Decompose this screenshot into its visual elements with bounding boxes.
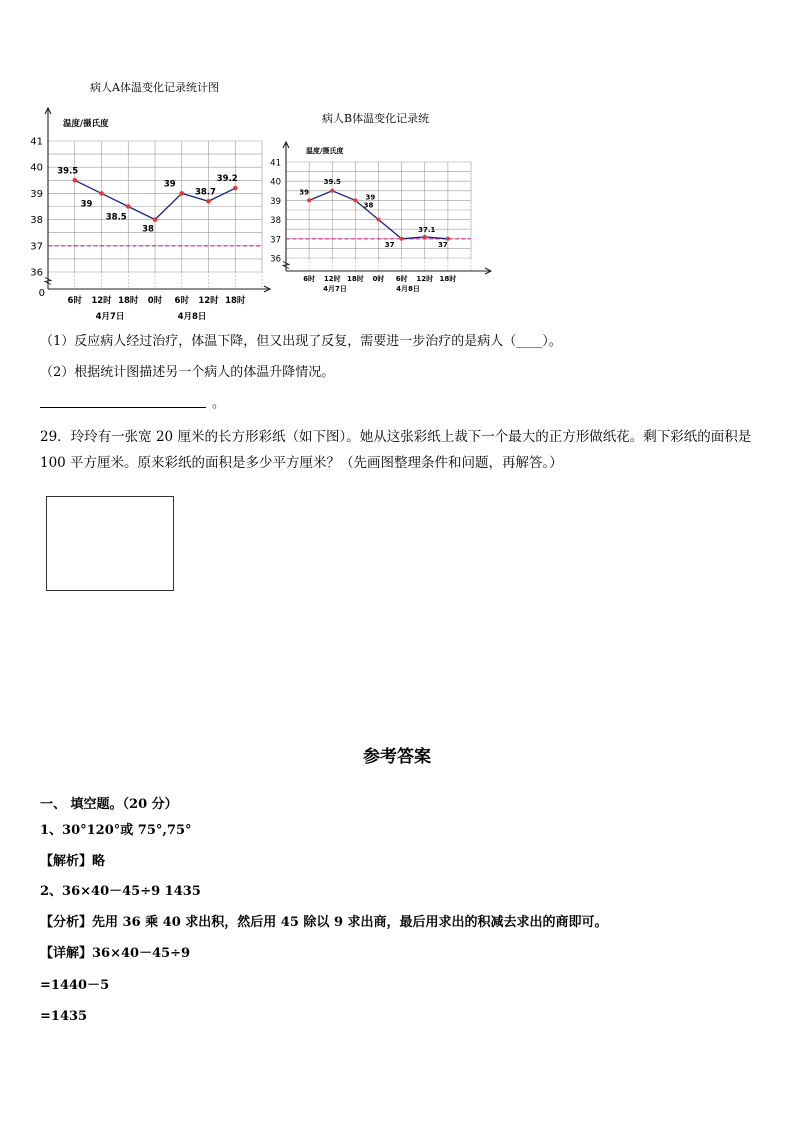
- undefined-x-tick: 18时: [439, 275, 457, 283]
- undefined-data-label: 38.5: [105, 212, 127, 223]
- answer-2-analysis: 【分析】先用 36 乘 40 求出积，然后用 45 除以 9 求出商，最后用求出的积减去求出的商即可。: [40, 915, 608, 930]
- undefined-date-label: 4月8日: [177, 312, 207, 322]
- question-1: [40, 333, 562, 351]
- undefined-y-tick: 40: [30, 162, 43, 174]
- question-2: （2）根据统计图描述另一个病人的体温升降情况。: [40, 365, 335, 380]
- undefined-data-label: 38: [363, 201, 374, 210]
- undefined-data-label: 39: [365, 193, 376, 202]
- undefined-date-label: 4月7日: [95, 312, 125, 322]
- undefined-y-tick: 39: [270, 196, 281, 207]
- undefined-x-tick: 6时: [174, 296, 189, 306]
- undefined-y-tick: 36: [30, 267, 43, 279]
- undefined-data-point: [377, 218, 381, 222]
- undefined-data-point: [330, 189, 334, 193]
- undefined-data-point: [400, 237, 404, 241]
- answer-2-detail: 【详解】36×40－45÷9: [40, 946, 191, 961]
- undefined-x-tick: 0时: [372, 275, 385, 283]
- undefined-data-point: [153, 217, 158, 222]
- undefined-x-tick: 12时: [198, 296, 219, 306]
- undefined-data-point: [99, 191, 104, 196]
- undefined-data-label: 39.5: [57, 166, 79, 177]
- undefined-origin-label: 0: [38, 288, 45, 299]
- undefined-data-point: [126, 204, 131, 209]
- undefined-y-tick: 37: [30, 241, 43, 253]
- undefined-y-axis-label: 温度/摄氏度: [306, 147, 344, 155]
- answer-2-step-2: =1435: [40, 1009, 88, 1024]
- question-1-end: ）。: [542, 334, 562, 349]
- undefined-date-label: 4月8日: [396, 285, 420, 293]
- undefined-y-tick: 38: [270, 216, 281, 227]
- undefined-x-tick: 6时: [67, 296, 82, 306]
- undefined-x-tick: 18时: [118, 296, 139, 306]
- undefined-x-tick: 6时: [303, 275, 316, 283]
- paper-rectangle: [46, 496, 174, 591]
- answer-line-end: 。: [212, 396, 226, 411]
- answer-1: 1、30°120°或 75°,75°: [40, 823, 192, 838]
- undefined-x-tick: 0时: [147, 296, 163, 306]
- undefined-data-point: [307, 198, 311, 202]
- undefined-data-label: 39.2: [216, 174, 238, 185]
- undefined-data-label: 39: [299, 188, 309, 197]
- undefined-x-tick: 12时: [416, 275, 434, 283]
- answer-2-step-1: =1440－5: [40, 978, 110, 993]
- undefined-y-tick: 39: [30, 188, 43, 200]
- chart-b-title: 病人B体温变化记录统: [322, 112, 430, 125]
- undefined-y-axis-label: 温度/摄氏度: [63, 119, 109, 129]
- undefined-data-label: 38: [142, 224, 154, 235]
- undefined-data-label: 37: [438, 240, 448, 249]
- answers-title: 参考答案: [363, 747, 431, 767]
- undefined-data-point: [72, 178, 77, 183]
- undefined-data-point: [353, 198, 357, 202]
- undefined-x-tick: 12时: [91, 296, 112, 306]
- undefined-data-label: 37.1: [418, 225, 436, 234]
- undefined-data-label: 39: [80, 199, 93, 210]
- undefined-data-point: [179, 191, 184, 196]
- undefined-y-tick: 37: [270, 235, 281, 246]
- undefined-date-label: 4月7日: [323, 285, 347, 293]
- undefined-data-label: 39: [163, 179, 176, 190]
- undefined-x-tick: 6时: [395, 275, 408, 283]
- undefined-y-tick: 41: [270, 158, 281, 169]
- undefined-data-label: 38.7: [195, 187, 216, 198]
- answer-blank[interactable]: ____: [516, 334, 543, 349]
- undefined-data-label: 39.5: [323, 177, 341, 186]
- undefined-data-point: [206, 199, 211, 204]
- chart-b: [268, 140, 498, 298]
- question-1-text: （1）反应病人经过治疗，体温下降，但又出现了反复，需要进一步治疗的是病人（: [40, 334, 517, 349]
- undefined-axis-break: [45, 278, 51, 285]
- undefined-y-tick: 40: [270, 177, 281, 188]
- undefined-y-tick: 41: [30, 136, 43, 148]
- chart-a-title: 病人A体温变化记录统计图: [90, 81, 219, 94]
- answer-1-note: 【解析】略: [40, 854, 106, 869]
- answer-2: 2、36×40－45÷9 1435: [40, 884, 201, 899]
- undefined-y-tick: 38: [30, 215, 43, 227]
- section-1-heading: 一、 填空题。（20 分）: [40, 797, 178, 812]
- undefined-data-point: [423, 235, 427, 239]
- undefined-y-tick: 36: [270, 254, 281, 265]
- undefined-x-tick: 12时: [323, 275, 341, 283]
- undefined-axis-break: [283, 262, 289, 269]
- undefined-x-tick: 18时: [225, 296, 246, 306]
- question-29: 29．玲玲有一张宽 20 厘米的长方形彩纸（如下图）。她从这张彩纸上裁下一个最大的正方形做纸花。剩下彩纸的面积是100 平方厘米。原来彩纸的面积是多少平方厘米？（先画图整理条件和问题，再解答。）: [40, 429, 752, 471]
- chart-a: [30, 104, 275, 324]
- undefined-x-tick: 18时: [347, 275, 364, 283]
- undefined-data-label: 37: [384, 240, 395, 249]
- answer-line[interactable]: [40, 407, 206, 408]
- undefined-data-point: [233, 186, 238, 191]
